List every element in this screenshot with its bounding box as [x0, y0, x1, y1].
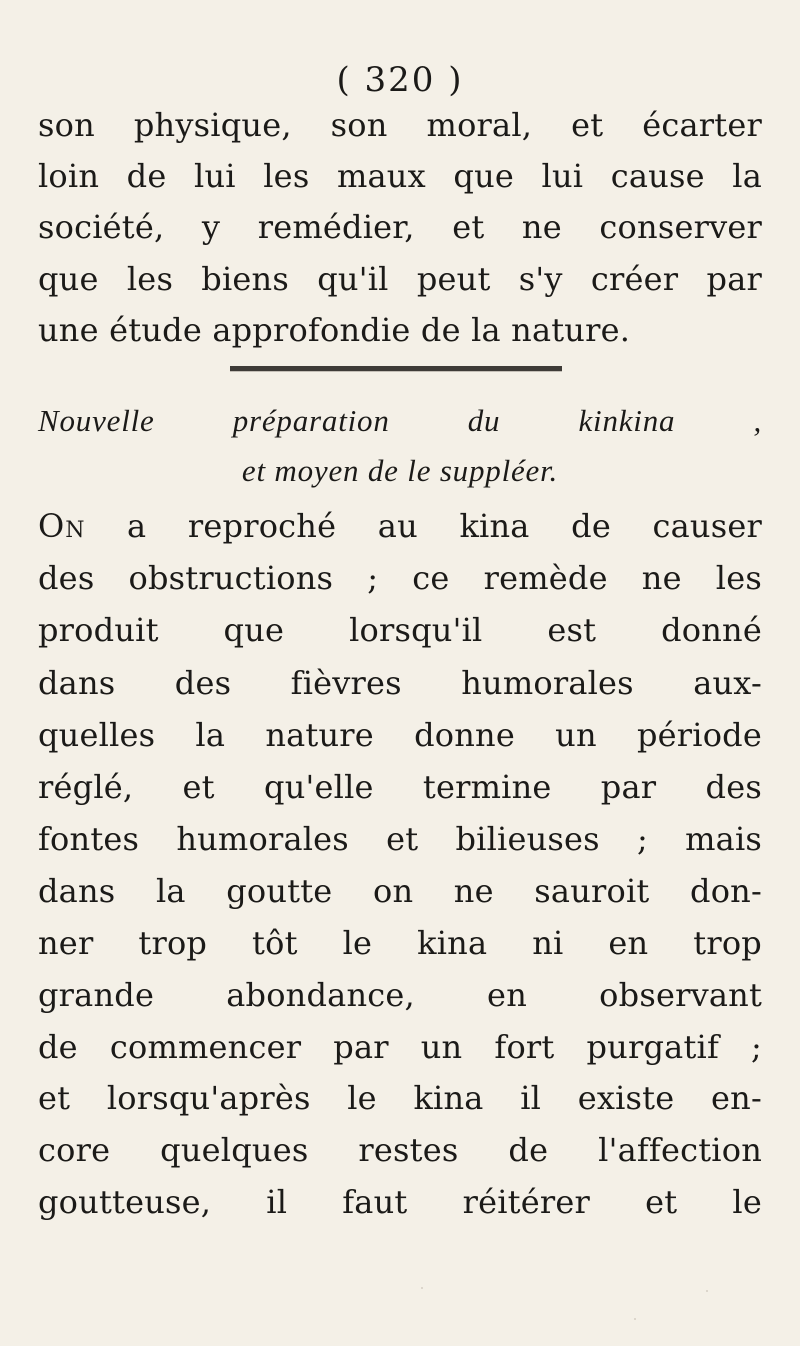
page-number: ( 320 ): [336, 60, 464, 100]
paper-speck: [634, 1318, 636, 1320]
paragraph-line: une étude approfondie de la nature.: [38, 311, 631, 349]
paragraph-line: dans la goutte on ne sauroit don-: [38, 872, 762, 910]
paragraph-line: société, y remédier, et ne conserver: [38, 208, 762, 246]
paragraph-line: des obstructions ; ce remède ne les: [38, 559, 762, 597]
paragraph-line: que les biens qu'il peut s'y créer par: [38, 260, 762, 298]
paragraph-line: fontes humorales et bilieuses ; mais: [38, 820, 762, 858]
paragraph-line-rest: a reproché au kina de causer: [85, 507, 762, 545]
paragraph-line: goutteuse, il faut réitérer et le: [38, 1183, 762, 1221]
paragraph-first-line: [38, 503, 762, 549]
paragraph-line: ner trop tôt le kina ni en trop: [38, 924, 762, 962]
drop-initial-word: On: [38, 507, 86, 545]
paragraph-line: quelles la nature donne un période: [38, 716, 762, 754]
paragraph-line: dans des fièvres humorales aux-: [38, 664, 762, 702]
paragraph-line: produit que lorsqu'il est donné: [38, 611, 762, 649]
paper-speck: [421, 1287, 423, 1289]
paragraph-line: son physique, son moral, et écarter: [38, 106, 762, 144]
paragraph-line: de commencer par un fort purgatif ;: [38, 1028, 762, 1066]
paper-speck: [706, 1290, 708, 1292]
paragraph-line: réglé, et qu'elle termine par des: [38, 768, 762, 806]
section-heading-line: Nouvelle préparation du kinkina ,: [38, 403, 762, 438]
section-divider: [230, 366, 562, 371]
paragraph-line: core quelques restes de l'affection: [38, 1131, 762, 1169]
paragraph-line: loin de lui les maux que lui cause la: [38, 157, 762, 195]
paragraph-line: grande abondance, en observant: [38, 976, 762, 1014]
section-heading-line: et moyen de le suppléer.: [241, 453, 559, 488]
paragraph-line: et lorsqu'après le kina il existe en-: [38, 1079, 762, 1117]
